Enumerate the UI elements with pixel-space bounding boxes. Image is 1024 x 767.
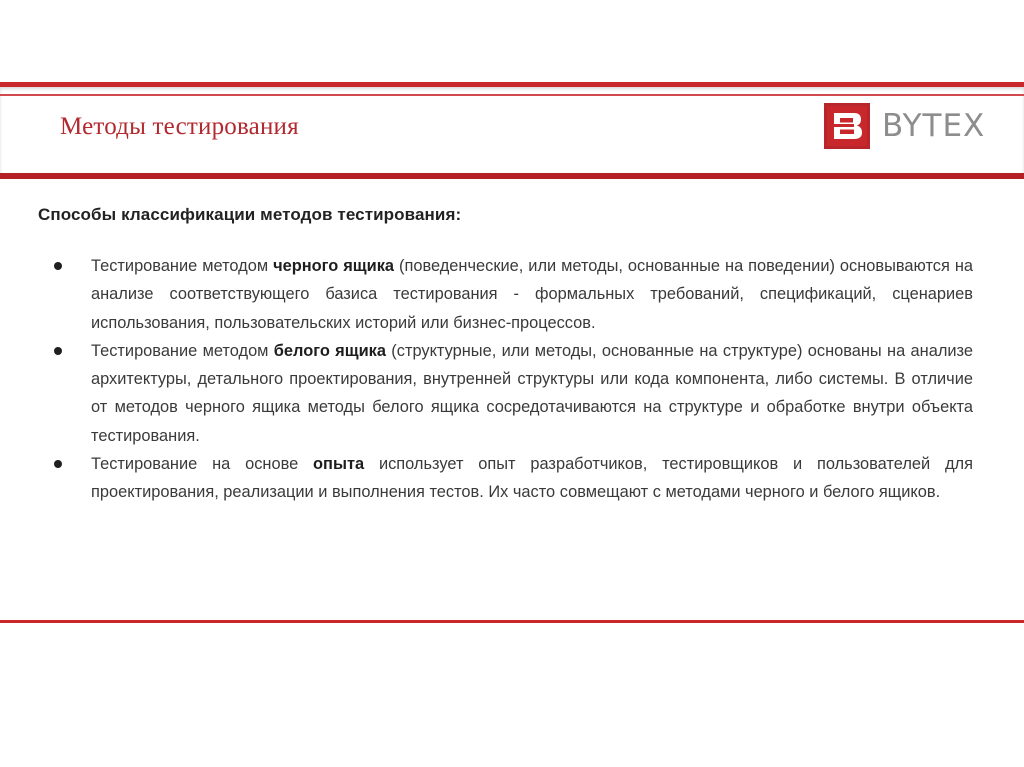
logo-text: BYTEX: [882, 108, 986, 144]
bottom-divider: [0, 620, 1024, 623]
bullet-text-before: Тестирование методом: [91, 257, 274, 275]
list-item: [38, 337, 973, 450]
bullet-list: [38, 252, 973, 507]
bullet-text-before: Тестирование на основе: [91, 455, 314, 474]
page-title: Методы тестирования: [60, 113, 299, 140]
bullet-icon: [54, 347, 62, 355]
section-subtitle: Способы классификации методов тестирования:: [38, 205, 462, 224]
logo: [824, 102, 985, 150]
slide-content: [38, 205, 973, 507]
bullet-text-before: Тестирование методом: [91, 341, 274, 360]
bullet-text-bold: опыта: [313, 455, 365, 474]
bullet-text-after: использует опыт разработчиков, тестировщиков и пользователей для проектирования, реализации и выполнения тестов. Их часто совмещают с методами черного и белого ящиков.: [91, 455, 973, 502]
bytex-logo-icon: [824, 103, 870, 149]
bullet-text-after: (структурные, или методы, основанные на структуре) основаны на анализе архитектуры, детального проектирования, внутренней структуры или кода компонента, либо системы. В отличие от методов черного ящика методы белого ящика сосредотачиваются на структуре и обработке внутри объекта тестирования.: [91, 341, 973, 445]
bullet-icon: [54, 460, 62, 468]
bullet-icon: [54, 262, 62, 270]
list-item: [38, 252, 973, 337]
bullet-text-bold: белого ящика: [273, 341, 386, 360]
header-divider: [0, 94, 1024, 96]
list-item: [38, 450, 973, 507]
bullet-text-after: (поведенческие, или методы, основанные на поведении) основываются на анализе соответствующего базиса тестирования - формальных требований, спецификаций, сценариев использования, пользовательских историй или бизнес-процессов.: [91, 257, 973, 332]
bullet-text-bold: черного ящика: [273, 257, 395, 275]
